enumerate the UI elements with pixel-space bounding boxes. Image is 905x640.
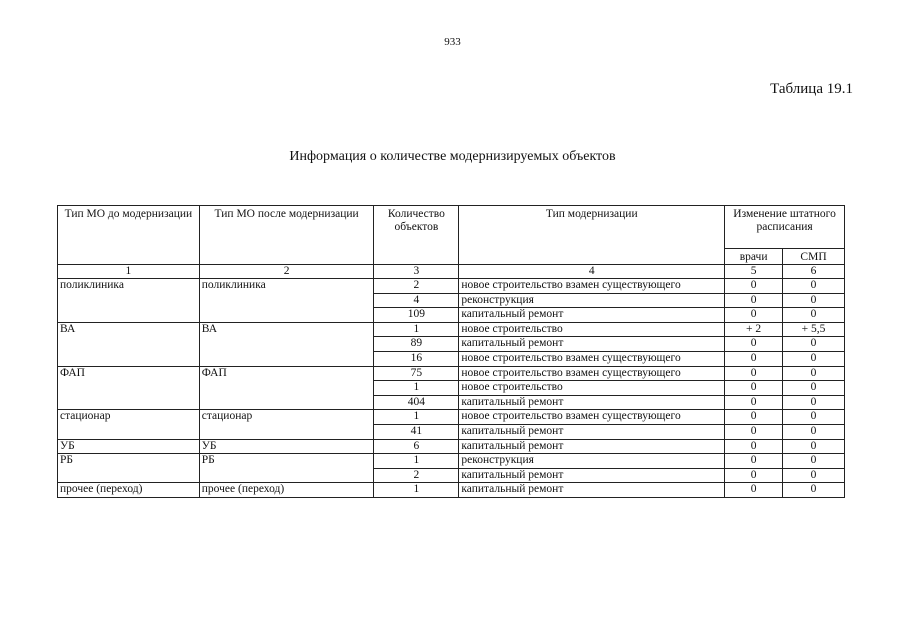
cell-doctors: 0: [725, 424, 783, 439]
cell-mod-type: капитальный ремонт: [459, 308, 725, 323]
cell-count: 1: [374, 322, 459, 337]
cell-smp: 0: [783, 395, 845, 410]
cell-mod-type: капитальный ремонт: [459, 395, 725, 410]
cell-smp: 0: [783, 351, 845, 366]
cell-doctors: + 2: [725, 322, 783, 337]
cell-type-after: поликлиника: [199, 279, 374, 323]
cell-count: 1: [374, 410, 459, 425]
cell-type-before: стационар: [58, 410, 200, 439]
header-staff-change: Изменение штатного расписания: [725, 206, 845, 249]
cell-type-after: стационар: [199, 410, 374, 439]
table-row: [58, 322, 845, 337]
modernization-table: [57, 205, 845, 498]
cell-count: 1: [374, 483, 459, 498]
header-row: [58, 206, 845, 249]
cell-mod-type: реконструкция: [459, 454, 725, 469]
cell-doctors: 0: [725, 381, 783, 396]
table-row: [58, 366, 845, 381]
header-type-after: Тип МО после модернизации: [199, 206, 374, 265]
table-row: [58, 410, 845, 425]
cell-type-before: прочее (переход): [58, 483, 200, 498]
cell-smp: 0: [783, 366, 845, 381]
table-row: [58, 439, 845, 454]
cell-doctors: 0: [725, 468, 783, 483]
cell-count: 4: [374, 293, 459, 308]
cell-mod-type: капитальный ремонт: [459, 439, 725, 454]
cell-type-before: ВА: [58, 322, 200, 366]
table-row: [58, 279, 845, 294]
cell-mod-type: новое строительство: [459, 322, 725, 337]
cell-type-before: УБ: [58, 439, 200, 454]
cell-doctors: 0: [725, 351, 783, 366]
table-row: [58, 483, 845, 498]
table-header: [58, 206, 845, 279]
cell-count: 6: [374, 439, 459, 454]
column-number: 6: [783, 265, 845, 279]
cell-count: 109: [374, 308, 459, 323]
cell-type-before: поликлиника: [58, 279, 200, 323]
header-count: Количество объектов: [374, 206, 459, 265]
cell-smp: + 5,5: [783, 322, 845, 337]
cell-doctors: 0: [725, 293, 783, 308]
cell-smp: 0: [783, 483, 845, 498]
cell-smp: 0: [783, 337, 845, 352]
cell-count: 1: [374, 454, 459, 469]
cell-mod-type: реконструкция: [459, 293, 725, 308]
cell-smp: 0: [783, 381, 845, 396]
cell-doctors: 0: [725, 395, 783, 410]
cell-type-after: прочее (переход): [199, 483, 374, 498]
cell-smp: 0: [783, 410, 845, 425]
cell-mod-type: новое строительство взамен существующего: [459, 279, 725, 294]
cell-type-before: ФАП: [58, 366, 200, 410]
cell-mod-type: новое строительство взамен существующего: [459, 366, 725, 381]
cell-doctors: 0: [725, 483, 783, 498]
cell-doctors: 0: [725, 454, 783, 469]
cell-type-after: ВА: [199, 322, 374, 366]
cell-count: 75: [374, 366, 459, 381]
cell-type-after: УБ: [199, 439, 374, 454]
cell-doctors: 0: [725, 337, 783, 352]
cell-count: 89: [374, 337, 459, 352]
cell-count: 41: [374, 424, 459, 439]
cell-smp: 0: [783, 439, 845, 454]
cell-mod-type: капитальный ремонт: [459, 468, 725, 483]
cell-smp: 0: [783, 454, 845, 469]
cell-mod-type: капитальный ремонт: [459, 483, 725, 498]
cell-type-after: РБ: [199, 454, 374, 483]
cell-doctors: 0: [725, 439, 783, 454]
header-type-before: Тип МО до модернизации: [58, 206, 200, 265]
cell-smp: 0: [783, 293, 845, 308]
cell-doctors: 0: [725, 308, 783, 323]
column-number: 3: [374, 265, 459, 279]
header-mod-type: Тип модернизации: [459, 206, 725, 265]
page-number: 933: [444, 36, 461, 48]
cell-count: 16: [374, 351, 459, 366]
cell-type-before: РБ: [58, 454, 200, 483]
cell-doctors: 0: [725, 366, 783, 381]
cell-mod-type: капитальный ремонт: [459, 424, 725, 439]
cell-count: 2: [374, 468, 459, 483]
column-number: 5: [725, 265, 783, 279]
column-number-row: [58, 265, 845, 279]
cell-mod-type: капитальный ремонт: [459, 337, 725, 352]
column-number: 2: [199, 265, 374, 279]
cell-doctors: 0: [725, 279, 783, 294]
table-label: Таблица 19.1: [770, 81, 853, 97]
header-doctors: врачи: [725, 249, 783, 265]
cell-smp: 0: [783, 279, 845, 294]
document-title: Информация о количестве модернизируемых объектов: [289, 149, 616, 164]
cell-count: 2: [374, 279, 459, 294]
cell-doctors: 0: [725, 410, 783, 425]
cell-mod-type: новое строительство: [459, 381, 725, 396]
cell-count: 1: [374, 381, 459, 396]
header-smp: СМП: [783, 249, 845, 265]
cell-count: 404: [374, 395, 459, 410]
table-body: [58, 279, 845, 498]
cell-mod-type: новое строительство взамен существующего: [459, 410, 725, 425]
cell-smp: 0: [783, 424, 845, 439]
cell-smp: 0: [783, 468, 845, 483]
cell-type-after: ФАП: [199, 366, 374, 410]
cell-smp: 0: [783, 308, 845, 323]
column-number: 4: [459, 265, 725, 279]
column-number: 1: [58, 265, 200, 279]
table-row: [58, 454, 845, 469]
cell-mod-type: новое строительство взамен существующего: [459, 351, 725, 366]
